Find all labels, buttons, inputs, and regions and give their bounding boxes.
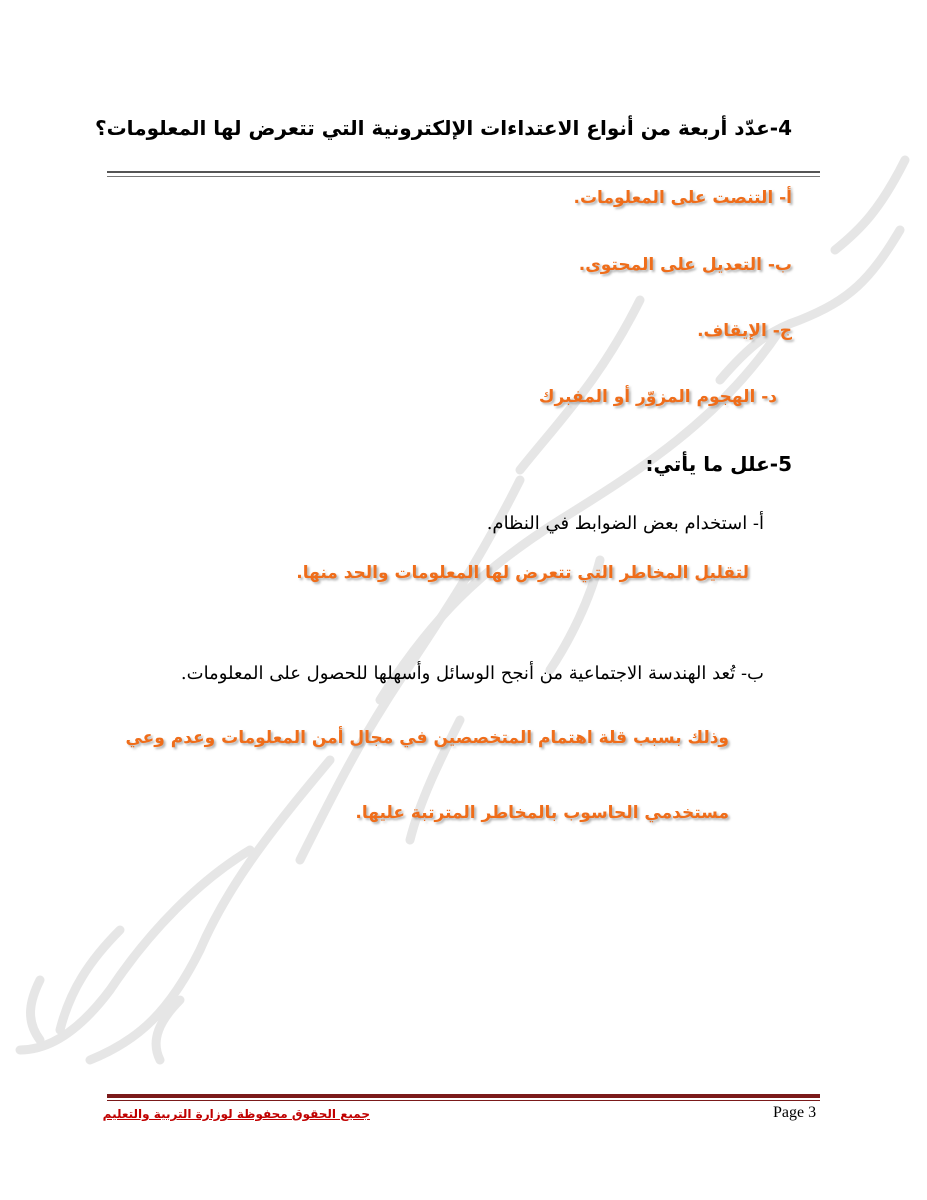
answer-5b-line2: مستخدمي الحاسوب بالمخاطر المترتبة عليها. bbox=[355, 803, 729, 823]
page-number: Page 3 bbox=[773, 1104, 817, 1121]
answer-4c: ج- الإيقاف. bbox=[697, 321, 792, 341]
question-5a-text: أ- استخدام بعض الضوابط في النظام. bbox=[486, 513, 764, 534]
answer-5a: لتقليل المخاطر التي تتعرض لها المعلومات والحد منها. bbox=[296, 563, 749, 583]
header-divider-thin bbox=[107, 176, 820, 177]
question-5b-text: ب- تُعد الهندسة الاجتماعية من أنجح الوسائل وأسهلها للحصول على المعلومات. bbox=[180, 663, 764, 684]
answer-5b-line1: وذلك بسبب قلة اهتمام المتخصصين في مجال أمن المعلومات وعدم وعي bbox=[125, 728, 729, 748]
answer-4d: د- الهجوم المزوّر أو المفبرك bbox=[538, 387, 777, 407]
header-divider bbox=[107, 171, 820, 173]
footer-rights: جميع الحقوق محفوظة لوزارة التربية والتعليم bbox=[102, 1107, 370, 1121]
answer-4a: أ- التنصت على المعلومات. bbox=[573, 188, 792, 208]
footer-divider-thick bbox=[107, 1094, 820, 1098]
answer-4b: ب- التعديل على المحتوى. bbox=[578, 255, 792, 275]
question-4-title: 4-عدّد أربعة من أنواع الاعتداءات الإلكترونية التي تتعرض لها المعلومات؟ bbox=[94, 116, 792, 140]
question-5-title: 5-علل ما يأتي: bbox=[645, 452, 792, 476]
footer-divider-thin bbox=[107, 1100, 820, 1101]
